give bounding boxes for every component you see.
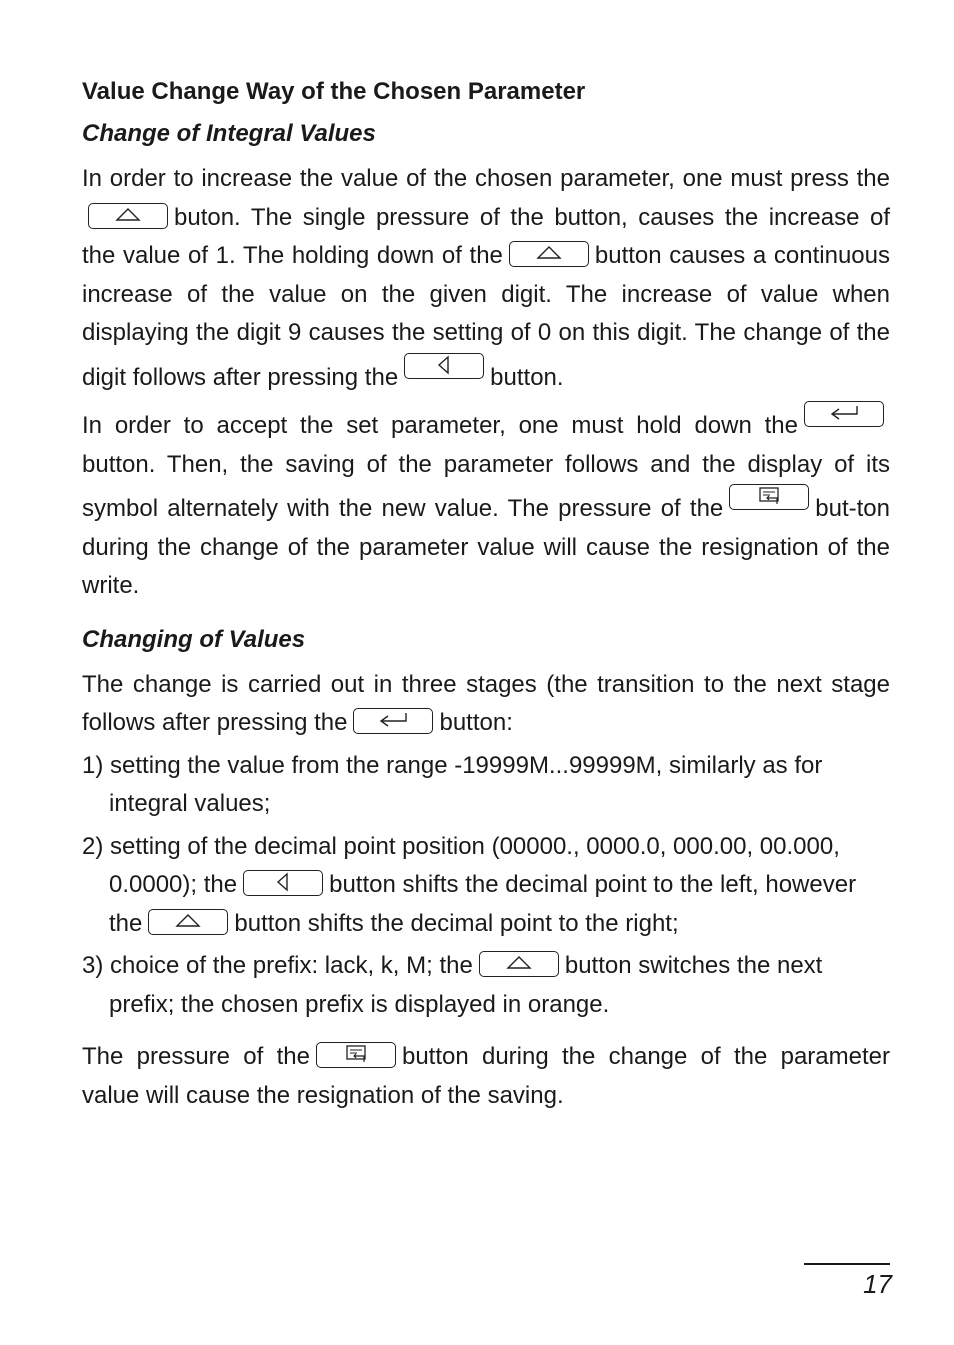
paragraph-resignation-saving [82, 1038, 890, 1115]
document-page [82, 76, 890, 1115]
text: In order to accept the set parameter, one must hold down the [82, 412, 798, 439]
text: but-ton during the change of the parameter value will cause the resignation of the write. [82, 495, 890, 599]
enter-key-icon [353, 708, 433, 734]
text: In order to increase the value of the chosen parameter, one must press the [82, 165, 890, 192]
text: button. Then, the saving of the parameter follows and the display of its symbol alternately with the new value. The pressure of the [82, 450, 890, 522]
stages-list [82, 747, 890, 1025]
text: button switches the next prefix; the chosen prefix is displayed in orange. [109, 952, 823, 1018]
up-key-icon [148, 909, 228, 935]
text: button causes a continuous increase of the value on the given digit. The increase of value when displaying the digit 9 causes the setting of 0 on this digit. The change of the digit follows after pressing the [82, 242, 890, 391]
footer-rule [804, 1263, 890, 1265]
paragraph-three-stages [82, 666, 890, 743]
paragraph-accept-parameter [82, 401, 890, 606]
subheading-integral-values: Change of Integral Values [82, 120, 376, 147]
list-item [82, 747, 890, 824]
paragraph-increase-value [82, 160, 890, 397]
text: 2) setting of the decimal point position (00000., 0000.0, 000.00, 00.000, 0.0000); the [82, 832, 840, 898]
text: The pressure of the [82, 1043, 310, 1070]
list-item [82, 947, 890, 1024]
enter-key-icon [804, 401, 884, 427]
text: button shifts the decimal point to the left, however the [109, 871, 857, 937]
text: The change is carried out in three stages (the transition to the next stage follows after pressing the [82, 670, 890, 736]
escape-key-icon [316, 1042, 396, 1068]
escape-key-icon [729, 484, 809, 510]
left-key-icon [243, 870, 323, 896]
page-number: 17 [863, 1269, 892, 1299]
text: button. [490, 363, 564, 391]
section-heading: Value Change Way of the Chosen Parameter [82, 78, 586, 105]
left-key-icon [404, 353, 484, 379]
text: button shifts the decimal point to the right; [234, 909, 679, 937]
text: 3) choice of the prefix: lack, k, M; the [82, 952, 473, 979]
text: button during the change of the parameter value will cause the resignation of the saving. [82, 1043, 890, 1109]
text: buton. The single pressure of the button, causes the increase of the value of 1. The holding down of the [82, 203, 890, 269]
up-key-icon [479, 951, 559, 977]
subheading-changing-values: Changing of Values [82, 625, 306, 653]
text: 1) setting the value from the range -19999M...99999M, similarly as for integral values; [82, 751, 823, 817]
list-item [82, 828, 890, 944]
text: button: [439, 709, 513, 736]
up-key-icon [88, 203, 168, 229]
up-key-icon [509, 241, 589, 267]
